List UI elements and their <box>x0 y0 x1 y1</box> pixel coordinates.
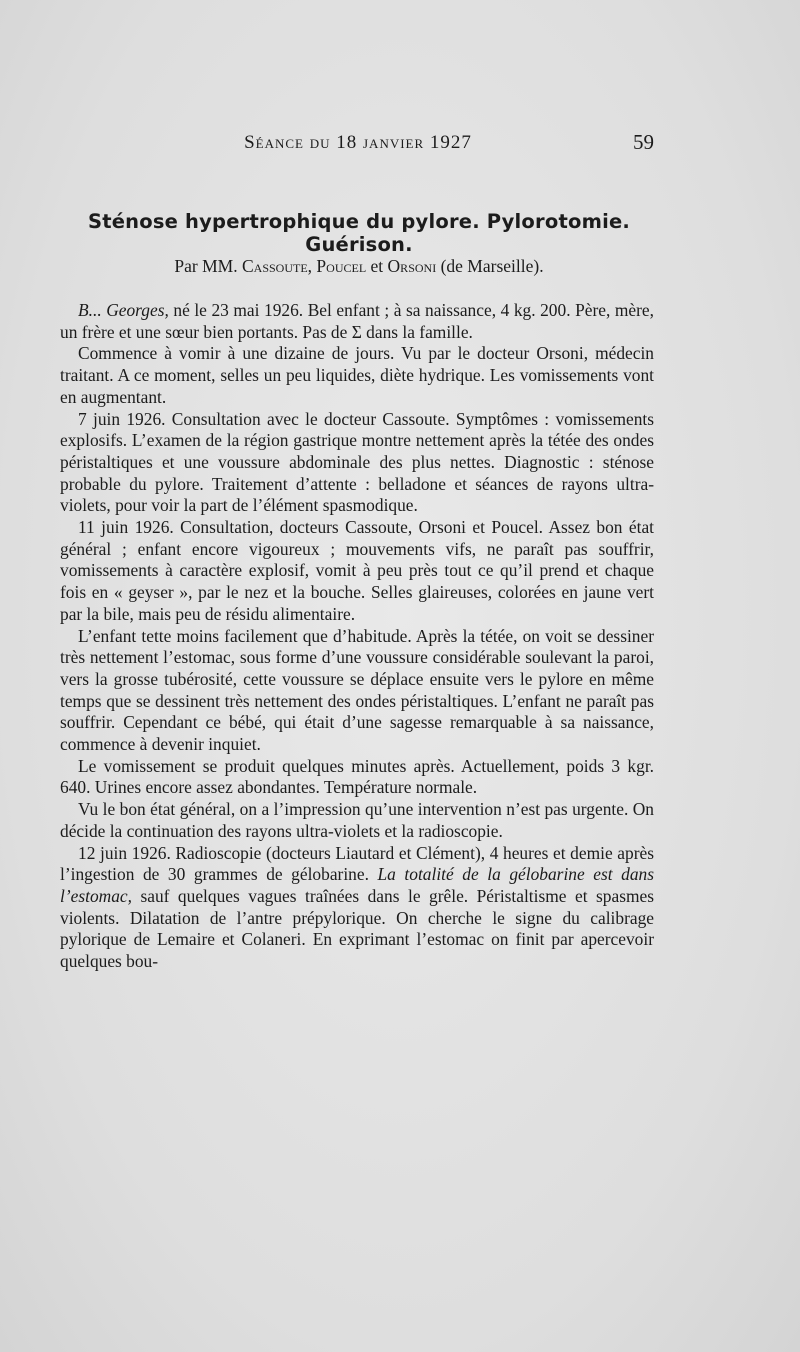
page-number: 59 <box>633 130 654 154</box>
byline-separator: , <box>307 256 317 276</box>
paragraph-text: sauf quelques vagues traînées dans le grêle. Péristaltisme et spasmes violents. Dilatation de l’antre prépylorique. On cherche le signe du calibrage pylorique de Lemaire et Colaneri. En exprimant l’estomac on finit par apercevoir quelques bou- <box>60 885 654 972</box>
author-orsoni: Orsoni <box>387 256 437 276</box>
running-head <box>60 128 656 158</box>
paragraph-7: Vu le bon état général, on a l’impression qu’une intervention n’est pas urgente. On décide la continuation des rayons ultra-violets et la radioscopie. <box>60 799 654 841</box>
paragraph-8 <box>60 843 654 973</box>
author-poucel: Poucel <box>316 256 367 276</box>
running-title: Séance du 18 janvier 1927 <box>244 132 472 153</box>
paragraph-text: né le 23 mai 1926. Bel enfant ; à sa naissance, 4 kg. 200. Père, mère, un frère et une sœur bien portants. Pas de Σ dans la famille. <box>60 300 654 342</box>
author-cassoute: Cassoute <box>241 256 308 276</box>
byline <box>62 256 656 277</box>
byline-suffix: (de Marseille). <box>436 256 544 276</box>
paragraph-6: Le vomissement se produit quelques minutes après. Actuellement, poids 3 kgr. 640. Urines encore assez abondantes. Température normale. <box>60 755 654 798</box>
article-title: Sténose hypertrophique du pylore. Pylorotomie. Guérison. <box>87 210 631 256</box>
byline-prefix: Par MM. <box>174 256 242 276</box>
paragraph-text: 12 juin 1926. Radioscopie (docteurs Liautard et Clément), 4 heures et demie après l’ingestion de 30 grammes de gélobarine. <box>60 842 654 885</box>
patient-name: B... Georges, <box>78 300 169 320</box>
paragraph-1 <box>60 300 654 343</box>
emphasis: La totalité de la gélobarine est dans l’estomac, <box>60 864 654 906</box>
paragraph-5: L’enfant tette moins facilement que d’habitude. Après la tétée, on voit se dessiner très nettement l’estomac, sous forme d’une voussure considérable soulevant la paroi, vers la grosse tubérosité, cette voussure se déplace ensuite vers le pylore en même temps que se dessinent très nettement des ondes péristaltiques. L’enfant ne paraît pas souffrir. Cependant ce bébé, qui était d’une sagesse remarquable à sa naissance, commence à devenir inquiet. <box>60 625 654 755</box>
paragraph-4: 11 juin 1926. Consultation, docteurs Cassoute, Orsoni et Poucel. Assez bon état général ; enfant encore vigoureux ; mouvements vifs, ne paraît pas souffrir, vomissements à caractère explosif, vomit à peu près tout ce qu’il prend et chaque fois en « geyser », par le nez et la bouche. Selles glaireuses, colorées en jaune vert par la bile, mais peu de résidu alimentaire. <box>60 517 654 624</box>
paragraph-3: 7 juin 1926. Consultation avec le docteur Cassoute. Symptômes : vomissements explosifs. L’examen de la région gastrique montre nettement après la tétée des ondes péristaltiques et une voussure abdominale des plus nettes. Diagnostic : sténose probable du pylore. Traitement d’attente : belladone et séances de rayons ultra-violets, pour voir la part de l’élément spasmodique. <box>60 408 654 516</box>
byline-separator: et <box>366 256 388 276</box>
body-text <box>60 300 654 973</box>
paragraph-2: Commence à vomir à une dizaine de jours. Vu par le docteur Orsoni, médecin traitant. A ce moment, selles un peu liquides, diète hydrique. Les vomissements vont en augmentant. <box>60 343 654 407</box>
